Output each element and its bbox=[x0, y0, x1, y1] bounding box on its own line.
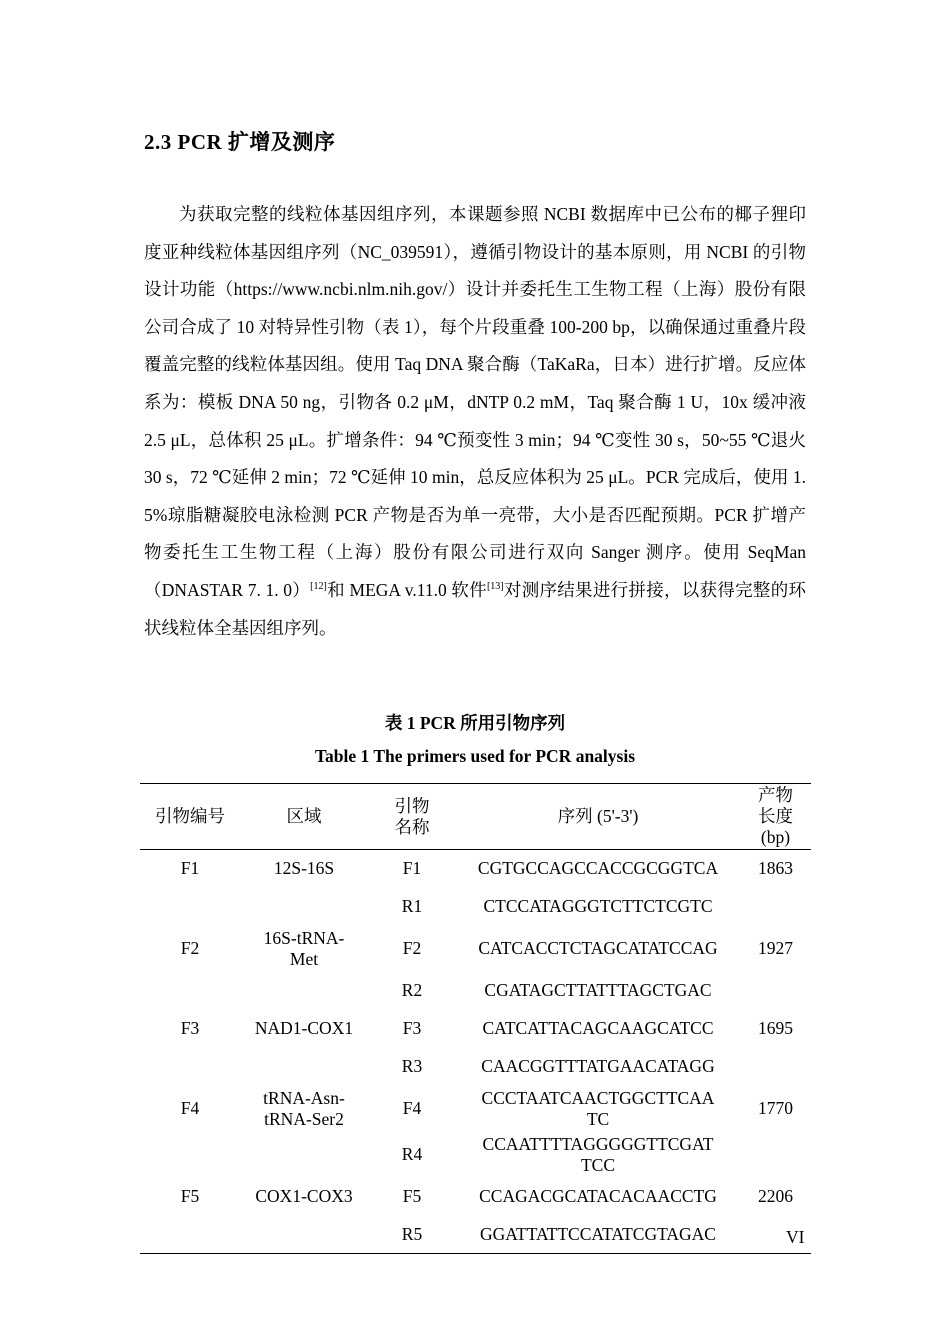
paragraph-text-2: 和 MEGA v.11.0 软件 bbox=[326, 579, 487, 600]
cell-primer-id: F2 bbox=[180, 938, 200, 958]
cell-region: 16S-tRNA-Met bbox=[263, 927, 345, 969]
table-row bbox=[140, 1216, 811, 1254]
primer-table bbox=[140, 783, 811, 1254]
table-row bbox=[140, 850, 811, 888]
header-primer-id: 引物编号 bbox=[140, 784, 240, 850]
table-row bbox=[140, 1086, 811, 1132]
header-region: 区域 bbox=[240, 784, 368, 850]
table-row bbox=[140, 972, 811, 1010]
cell-region: 12S-16S bbox=[273, 858, 335, 879]
table-row bbox=[140, 1010, 811, 1048]
table-row bbox=[140, 1132, 811, 1178]
cell-sequence: CCCTAATCAACTGGCTTCAATC bbox=[481, 1087, 715, 1129]
cell-region bbox=[240, 888, 368, 926]
cell-product-length bbox=[740, 1132, 811, 1178]
cell-primer-name: R4 bbox=[401, 1144, 423, 1164]
cell-region bbox=[240, 972, 368, 1010]
cell-primer-id: F5 bbox=[180, 1186, 200, 1206]
cell-primer-id bbox=[140, 972, 240, 1010]
cell-sequence: CGTGCCAGCCACCGCGGTCA bbox=[477, 858, 719, 879]
cell-primer-name: R3 bbox=[401, 1056, 423, 1076]
cell-region bbox=[240, 1048, 368, 1086]
cell-primer-id bbox=[140, 1048, 240, 1086]
table-caption-cn: 表 1 PCR 所用引物序列 bbox=[384, 713, 566, 733]
cell-sequence: CATCATTACAGCAAGCATCC bbox=[482, 1018, 714, 1038]
cell-sequence: CCAGACGCATACACAACCTG bbox=[479, 1186, 717, 1206]
cell-sequence: CGATAGCTTATTTAGCTGAC bbox=[484, 980, 712, 1000]
cell-sequence: CTCCATAGGGTCTTCTCGTC bbox=[483, 896, 713, 916]
citation-13[interactable]: [13] bbox=[486, 580, 504, 592]
cell-primer-id bbox=[140, 1216, 240, 1254]
cell-product-length bbox=[740, 888, 811, 926]
cell-region: COX1-COX3 bbox=[255, 1186, 353, 1206]
cell-product-length: 2206 bbox=[758, 1186, 793, 1206]
cell-region: tRNA-Asn-tRNA-Ser2 bbox=[263, 1087, 345, 1129]
page-number: VI bbox=[786, 1227, 805, 1247]
cell-sequence: CAACGGTTTATGAACATAGG bbox=[481, 1056, 715, 1076]
paragraph-text-1: 为获取完整的线粒体基因组序列，本课题参照 NCBI 数据库中已公布的椰子狸印度亚种线粒体基因组序列（NC_039591），遵循引物设计的基本原则，用 NCBI 的引物设计功能（https://www.ncbi.nlm.nih.gov/）设计并委托生工生物工程（上海）股份有限公司合成了 10 对特异性引物（表 1），每个片段重叠 100-200 bp，以确保通过重叠片段覆盖完整的线粒体基因组。使用 Taq DNA 聚合酶（TaKaRa，日本）进行扩增。反应体系为：模板 DNA 50 ng，引物各 0.2 μM，dNTP 0.2 mM，Taq 聚合酶 1 U，10x 缓冲液 2.5 μL，总体积 25 μL。扩增条件：94 ℃预变性 3 min；94 ℃变性 30 s，50~55 ℃退火 30 s，72 ℃延伸 2 min；72 ℃延伸 10 min，总反应体积为 25 μL。PCR 完成后，使用 1. 5%琼脂糖凝胶电泳检测 PCR 产物是否为单一亮带，大小是否匹配预期。PCR 扩增产物委托生工生物工程（上海）股份有限公司进行双向 Sanger 测序。使用 SeqMan（DNASTAR 7. 1. 0） bbox=[144, 204, 806, 600]
cell-product-length bbox=[740, 1048, 811, 1086]
cell-primer-name: F5 bbox=[402, 1186, 422, 1206]
cell-region bbox=[240, 1216, 368, 1254]
methods-paragraph bbox=[144, 196, 806, 647]
cell-primer-name: F3 bbox=[402, 1018, 422, 1038]
cell-primer-name: R1 bbox=[401, 896, 423, 916]
cell-primer-name: F2 bbox=[402, 938, 422, 958]
cell-primer-id: F1 bbox=[180, 858, 200, 879]
cell-region bbox=[240, 1132, 368, 1178]
cell-primer-name: F4 bbox=[402, 1098, 422, 1118]
cell-primer-id bbox=[140, 1132, 240, 1178]
cell-product-length: 1927 bbox=[758, 938, 793, 958]
cell-primer-id: F4 bbox=[180, 1098, 200, 1118]
cell-sequence: CATCACCTCTAGCATATCCAG bbox=[478, 938, 718, 958]
table-row bbox=[140, 1048, 811, 1086]
cell-product-length: 1695 bbox=[758, 1018, 793, 1038]
cell-primer-id bbox=[140, 888, 240, 926]
header-product-length: 产物长度(bp) bbox=[740, 784, 811, 850]
citation-12[interactable]: [12] bbox=[310, 580, 327, 592]
cell-product-length: 1770 bbox=[758, 1098, 793, 1118]
table-row bbox=[140, 888, 811, 926]
cell-primer-id: F3 bbox=[180, 1018, 200, 1038]
table-caption-en: Table 1 The primers used for PCR analysis bbox=[314, 746, 636, 766]
cell-region: NAD1-COX1 bbox=[254, 1018, 354, 1038]
header-primer-name: 引物名称 bbox=[368, 784, 456, 850]
cell-sequence: CCAATTTTAGGGGGTTCGATTCC bbox=[482, 1133, 714, 1175]
cell-primer-name: R5 bbox=[368, 1216, 456, 1254]
table-row bbox=[140, 926, 811, 972]
cell-product-length bbox=[740, 972, 811, 1010]
section-heading: 2.3 PCR 扩增及测序 bbox=[144, 130, 336, 154]
cell-primer-name: R2 bbox=[401, 980, 423, 1000]
table-row bbox=[140, 1178, 811, 1216]
paragraph-text-3: 对测序结果进行拼接，以获得完整的环状线粒体全基因组序列。 bbox=[144, 579, 807, 638]
cell-product-length: 1863 bbox=[758, 858, 793, 879]
table-header-row bbox=[140, 784, 811, 850]
header-sequence: 序列 (5'-3') bbox=[456, 784, 740, 850]
cell-primer-name: F1 bbox=[402, 858, 422, 879]
cell-sequence: GGATTATTCCATATCGTAGAC bbox=[456, 1216, 740, 1254]
